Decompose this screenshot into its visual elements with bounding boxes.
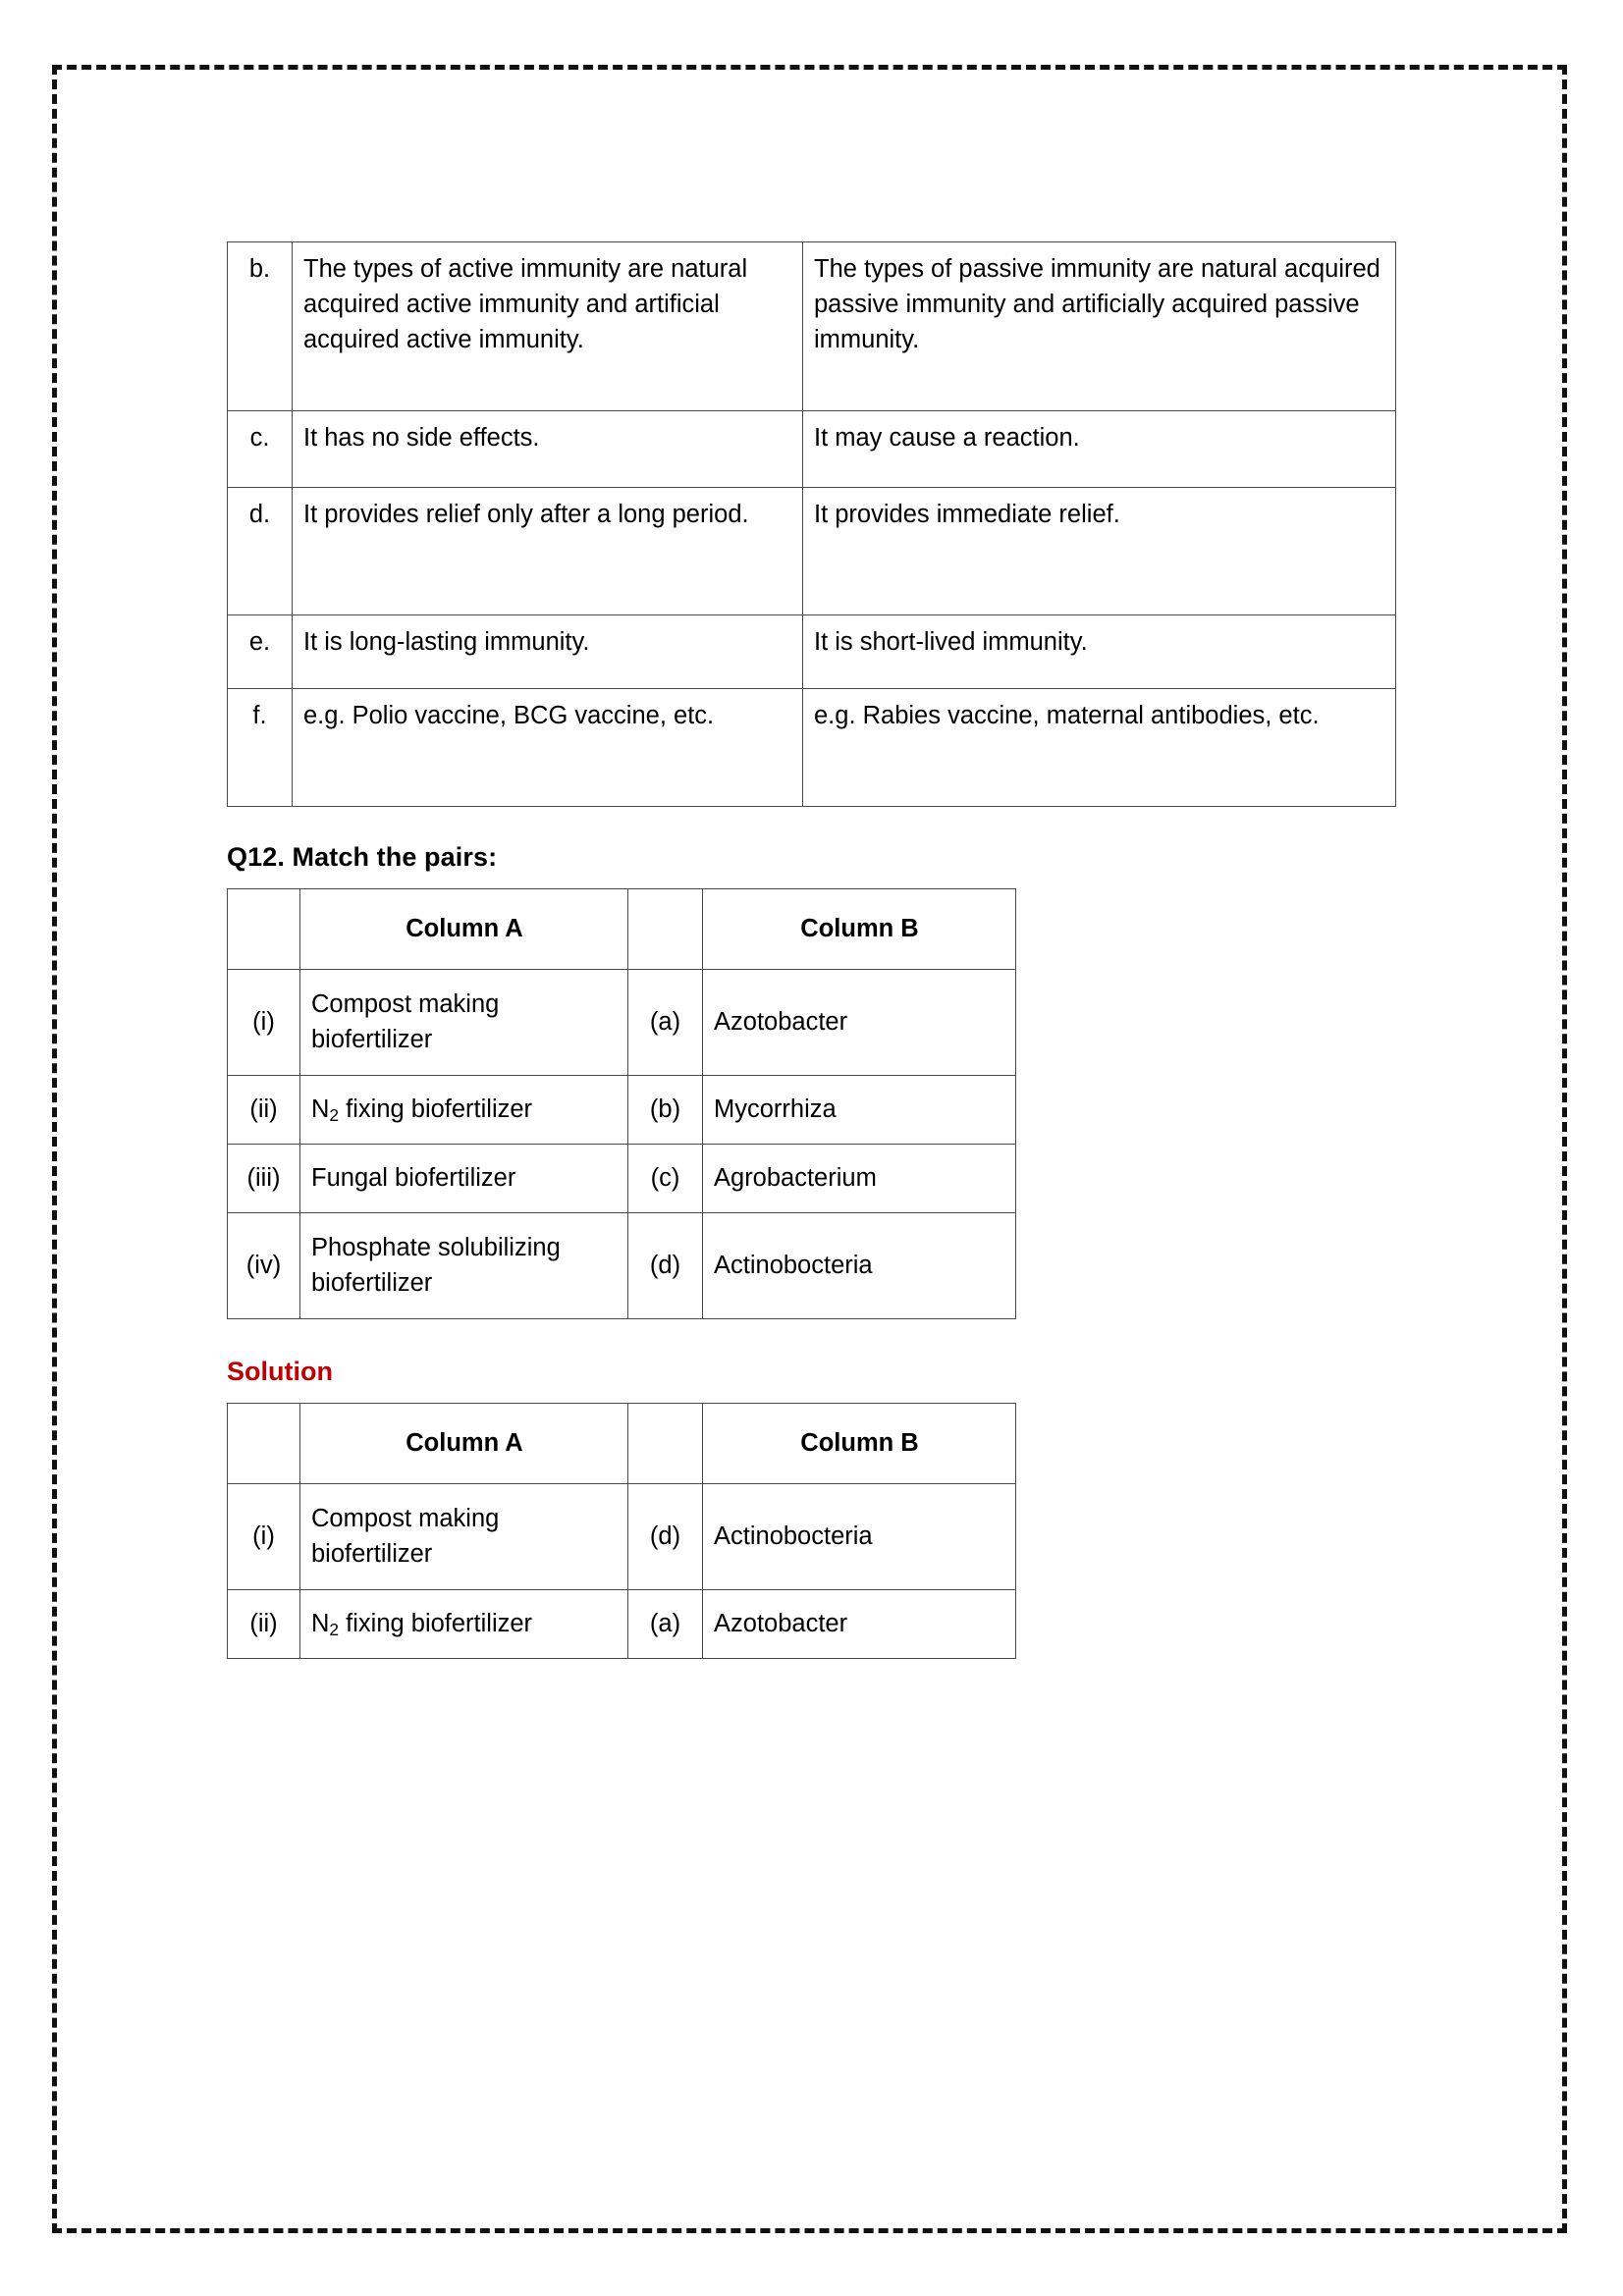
column-b-header: Column B xyxy=(703,889,1016,970)
active-immunity-cell: The types of active immunity are natural acquired active immunity and artificial acquired active immunity. xyxy=(293,242,803,411)
column-a-text-suffix: fixing biofertilizer xyxy=(339,1095,533,1123)
column-a-text: N xyxy=(311,1095,330,1123)
column-b-cell: Mycorrhiza xyxy=(703,1076,1016,1145)
row-key: (a) xyxy=(628,1590,703,1659)
table-row xyxy=(228,1145,1016,1213)
blank-header-left xyxy=(228,889,300,970)
column-a-text: Compost making biofertilizer xyxy=(311,1504,500,1568)
column-a-cell xyxy=(300,1145,628,1213)
passive-immunity-cell: The types of passive immunity are natural acquired passive immunity and artificially acquired passive immunity. xyxy=(803,242,1396,411)
subscript: 2 xyxy=(329,1620,340,1640)
row-number: (i) xyxy=(228,970,300,1076)
table-row xyxy=(228,970,1016,1076)
passive-immunity-cell: It is short-lived immunity. xyxy=(803,615,1396,689)
column-a-header: Column A xyxy=(300,1404,628,1484)
column-b-cell: Azotobacter xyxy=(703,1590,1016,1659)
row-key: (a) xyxy=(628,970,703,1076)
page-content xyxy=(227,241,1400,1659)
column-a-text: Fungal biofertilizer xyxy=(311,1163,516,1192)
blank-header-left xyxy=(228,1404,300,1484)
blank-header-mid xyxy=(628,1404,703,1484)
column-a-cell xyxy=(300,1076,628,1145)
passive-immunity-cell: It provides immediate relief. xyxy=(803,488,1396,615)
table-header-row xyxy=(228,889,1016,970)
table-row xyxy=(228,1484,1016,1590)
column-b-cell: Actinobocteria xyxy=(703,1484,1016,1590)
immunity-comparison-table xyxy=(227,241,1396,807)
active-immunity-cell: It has no side effects. xyxy=(293,411,803,488)
row-number: (ii) xyxy=(228,1076,300,1145)
row-key: (d) xyxy=(628,1484,703,1590)
column-b-cell: Actinobocteria xyxy=(703,1213,1016,1319)
table-row xyxy=(228,242,1396,411)
column-a-text: Phosphate solubilizing biofertilizer xyxy=(311,1233,561,1297)
solution-table xyxy=(227,1403,1016,1659)
column-a-text: N xyxy=(311,1609,330,1637)
table-row xyxy=(228,411,1396,488)
column-a-text: Compost making biofertilizer xyxy=(311,989,500,1053)
table-row xyxy=(228,689,1396,807)
column-b-header: Column B xyxy=(703,1404,1016,1484)
column-a-cell xyxy=(300,970,628,1076)
column-b-cell: Agrobacterium xyxy=(703,1145,1016,1213)
row-letter: d. xyxy=(228,488,293,615)
passive-immunity-cell: e.g. Rabies vaccine, maternal antibodies, etc. xyxy=(803,689,1396,807)
row-letter: f. xyxy=(228,689,293,807)
table-row xyxy=(228,1076,1016,1145)
column-a-cell xyxy=(300,1484,628,1590)
row-key: (b) xyxy=(628,1076,703,1145)
column-a-cell xyxy=(300,1213,628,1319)
table-row xyxy=(228,1590,1016,1659)
subscript: 2 xyxy=(329,1105,340,1126)
column-a-header: Column A xyxy=(300,889,628,970)
blank-header-mid xyxy=(628,889,703,970)
row-number: (iii) xyxy=(228,1145,300,1213)
column-a-text-suffix: fixing biofertilizer xyxy=(339,1609,533,1637)
row-letter: c. xyxy=(228,411,293,488)
row-letter: b. xyxy=(228,242,293,411)
row-number: (iv) xyxy=(228,1213,300,1319)
row-number: (i) xyxy=(228,1484,300,1590)
solution-heading: Solution xyxy=(227,1357,333,1386)
match-the-pairs-table xyxy=(227,888,1016,1319)
row-key: (c) xyxy=(628,1145,703,1213)
column-b-cell: Azotobacter xyxy=(703,970,1016,1076)
row-letter: e. xyxy=(228,615,293,689)
passive-immunity-cell: It may cause a reaction. xyxy=(803,411,1396,488)
active-immunity-cell: e.g. Polio vaccine, BCG vaccine, etc. xyxy=(293,689,803,807)
row-key: (d) xyxy=(628,1213,703,1319)
table-row xyxy=(228,1213,1016,1319)
row-number: (ii) xyxy=(228,1590,300,1659)
active-immunity-cell: It is long-lasting immunity. xyxy=(293,615,803,689)
table-header-row xyxy=(228,1404,1016,1484)
active-immunity-cell: It provides relief only after a long period. xyxy=(293,488,803,615)
column-a-cell xyxy=(300,1590,628,1659)
table-row xyxy=(228,615,1396,689)
table-row xyxy=(228,488,1396,615)
question-heading: Q12. Match the pairs: xyxy=(227,842,498,872)
